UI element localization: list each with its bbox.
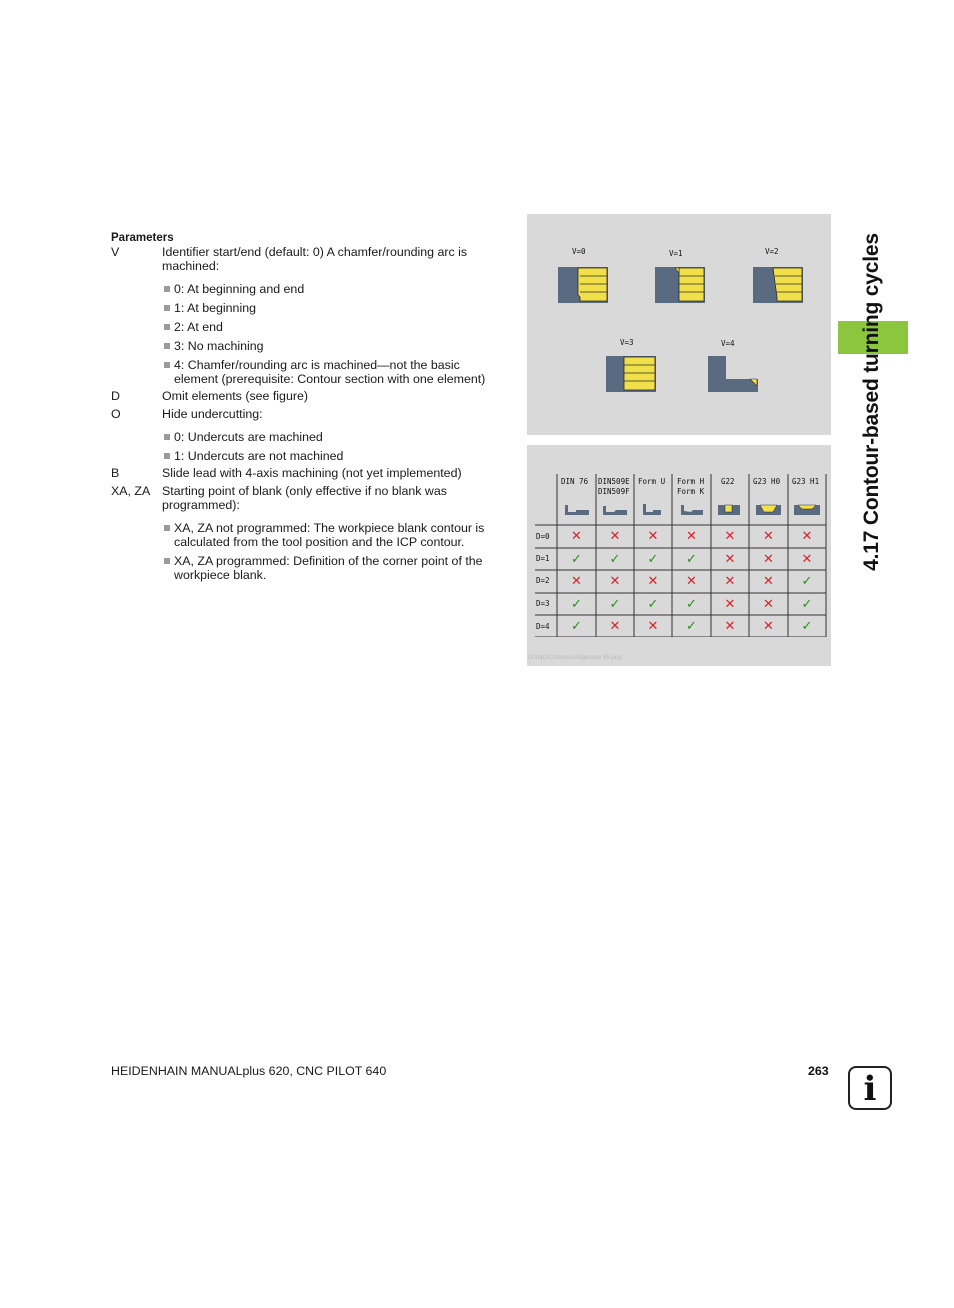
cross-icon: ✕ xyxy=(763,618,774,634)
cross-icon: ✕ xyxy=(763,596,774,612)
cross-icon: ✕ xyxy=(763,529,774,544)
cross-icon: ✕ xyxy=(801,551,813,567)
bullet-square-icon xyxy=(164,343,170,349)
column-header: Form H Form K xyxy=(677,477,705,496)
param-desc-xa-2: programmed): xyxy=(162,498,240,512)
column-header: DIN509E DIN509F xyxy=(598,477,630,496)
undercut-shapes xyxy=(565,504,820,515)
figure-v-label: V=2 xyxy=(765,247,779,256)
check-icon: ✓ xyxy=(571,551,582,567)
image-credit: G:\mpz\Common\Aligemein 65.png xyxy=(528,655,622,661)
check-icon: ✓ xyxy=(686,551,697,567)
column-header: G23 H1 xyxy=(792,477,820,486)
row-header: D=1 xyxy=(536,554,550,563)
column-header: G23 H0 xyxy=(753,477,781,486)
check-icon: ✓ xyxy=(801,618,813,634)
parameters-section xyxy=(111,231,511,582)
cross-icon: ✕ xyxy=(609,529,621,544)
page-number: 263 xyxy=(808,1064,829,1078)
check-icon: ✓ xyxy=(647,596,659,612)
row-header: D=2 xyxy=(536,576,550,585)
bullet-square-icon xyxy=(164,453,170,459)
option-item: 3: No machining xyxy=(162,339,511,353)
omit-elements-table xyxy=(535,474,827,637)
bullet-square-icon xyxy=(164,362,170,368)
option-item: XA, ZA not programmed: The workpiece blank contour is calculated from the tool position and the ICP contour. xyxy=(162,521,511,549)
figure-v-label: V=4 xyxy=(721,339,735,348)
param-desc-d: Omit elements (see figure) xyxy=(162,389,308,403)
v0-workpiece-graphic xyxy=(558,267,608,303)
cross-icon: ✕ xyxy=(647,574,659,589)
cross-icon: ✕ xyxy=(763,574,774,589)
section-title: 4.17 Contour-based turning cycles xyxy=(860,233,883,571)
option-item: 1: Undercuts are not machined xyxy=(162,449,511,463)
v3-workpiece-graphic xyxy=(606,356,656,392)
cross-icon: ✕ xyxy=(686,529,697,544)
check-icon: ✓ xyxy=(571,618,582,634)
cross-icon: ✕ xyxy=(763,551,774,567)
figure-v-label: V=1 xyxy=(669,249,683,258)
param-key-d: D xyxy=(111,389,120,403)
check-icon: ✓ xyxy=(609,596,621,612)
cross-icon: ✕ xyxy=(647,618,659,634)
option-item: XA, ZA programmed: Definition of the corner point of the workpiece blank. xyxy=(162,554,511,582)
param-xa-za xyxy=(111,484,511,512)
check-icon: ✓ xyxy=(571,596,582,612)
param-desc-v-2: machined: xyxy=(162,259,220,273)
cross-icon: ✕ xyxy=(724,618,736,634)
v2-workpiece-graphic xyxy=(753,267,803,303)
param-o xyxy=(111,407,511,421)
check-icon: ✓ xyxy=(609,551,621,567)
bullet-square-icon xyxy=(164,525,170,531)
v4-workpiece-graphic xyxy=(708,356,758,392)
cross-icon: ✕ xyxy=(724,551,736,567)
footer-text: HEIDENHAIN MANUALplus 620, CNC PILOT 640 xyxy=(111,1064,387,1078)
cross-icon: ✕ xyxy=(724,596,736,612)
bullet-square-icon xyxy=(164,558,170,564)
param-desc-b: Slide lead with 4-axis machining (not yet implemented) xyxy=(162,466,462,480)
bullet-square-icon xyxy=(164,434,170,440)
row-header: D=0 xyxy=(536,532,550,541)
check-icon: ✓ xyxy=(647,551,659,567)
parameters-heading: Parameters xyxy=(111,232,174,244)
cross-icon: ✕ xyxy=(571,574,582,589)
cross-icon: ✕ xyxy=(609,574,621,589)
param-key-o: O xyxy=(111,407,121,421)
param-key-v: V xyxy=(111,245,120,259)
param-key-b: B xyxy=(111,466,120,480)
option-item: 4: Chamfer/rounding arc is machined—not the basic element (prerequisite: Contour section with one element) xyxy=(162,358,511,386)
cross-icon: ✕ xyxy=(724,529,736,544)
param-desc-o: Hide undercutting: xyxy=(162,407,263,421)
figure-v-label: V=3 xyxy=(620,338,634,347)
v1-workpiece-graphic xyxy=(655,267,705,303)
column-header: Form U xyxy=(638,477,666,486)
row-header: D=3 xyxy=(536,599,550,608)
check-icon: ✓ xyxy=(686,618,697,634)
row-header: D=4 xyxy=(536,622,550,631)
cross-icon: ✕ xyxy=(724,574,736,589)
param-v xyxy=(111,245,511,273)
param-b xyxy=(111,466,511,480)
column-header: G22 xyxy=(721,477,735,486)
bullet-square-icon xyxy=(164,324,170,330)
bullet-square-icon xyxy=(164,305,170,311)
param-d xyxy=(111,389,511,403)
figure-v-label: V=0 xyxy=(572,247,586,256)
check-icon: ✓ xyxy=(801,574,813,589)
figure-v-panel xyxy=(527,214,831,435)
cross-icon: ✕ xyxy=(571,529,582,544)
check-icon: ✓ xyxy=(801,596,813,612)
param-desc-xa-1: Starting point of blank (only effective if no blank was xyxy=(162,484,447,498)
bullet-square-icon xyxy=(164,286,170,292)
cross-icon: ✕ xyxy=(647,529,659,544)
info-icon: i xyxy=(848,1066,892,1110)
check-icon: ✓ xyxy=(686,596,697,612)
option-item: 0: At beginning and end xyxy=(162,282,511,296)
option-item: 0: Undercuts are machined xyxy=(162,430,511,444)
param-key-xa-za: XA, ZA xyxy=(111,484,151,498)
column-header: DIN 76 xyxy=(561,477,589,486)
param-desc-v-1: Identifier start/end (default: 0) A chamfer/rounding arc is xyxy=(162,245,468,259)
cross-icon: ✕ xyxy=(686,574,697,589)
option-item: 2: At end xyxy=(162,320,511,334)
cross-icon: ✕ xyxy=(609,618,621,634)
option-item: 1: At beginning xyxy=(162,301,511,315)
cross-icon: ✕ xyxy=(801,529,813,544)
